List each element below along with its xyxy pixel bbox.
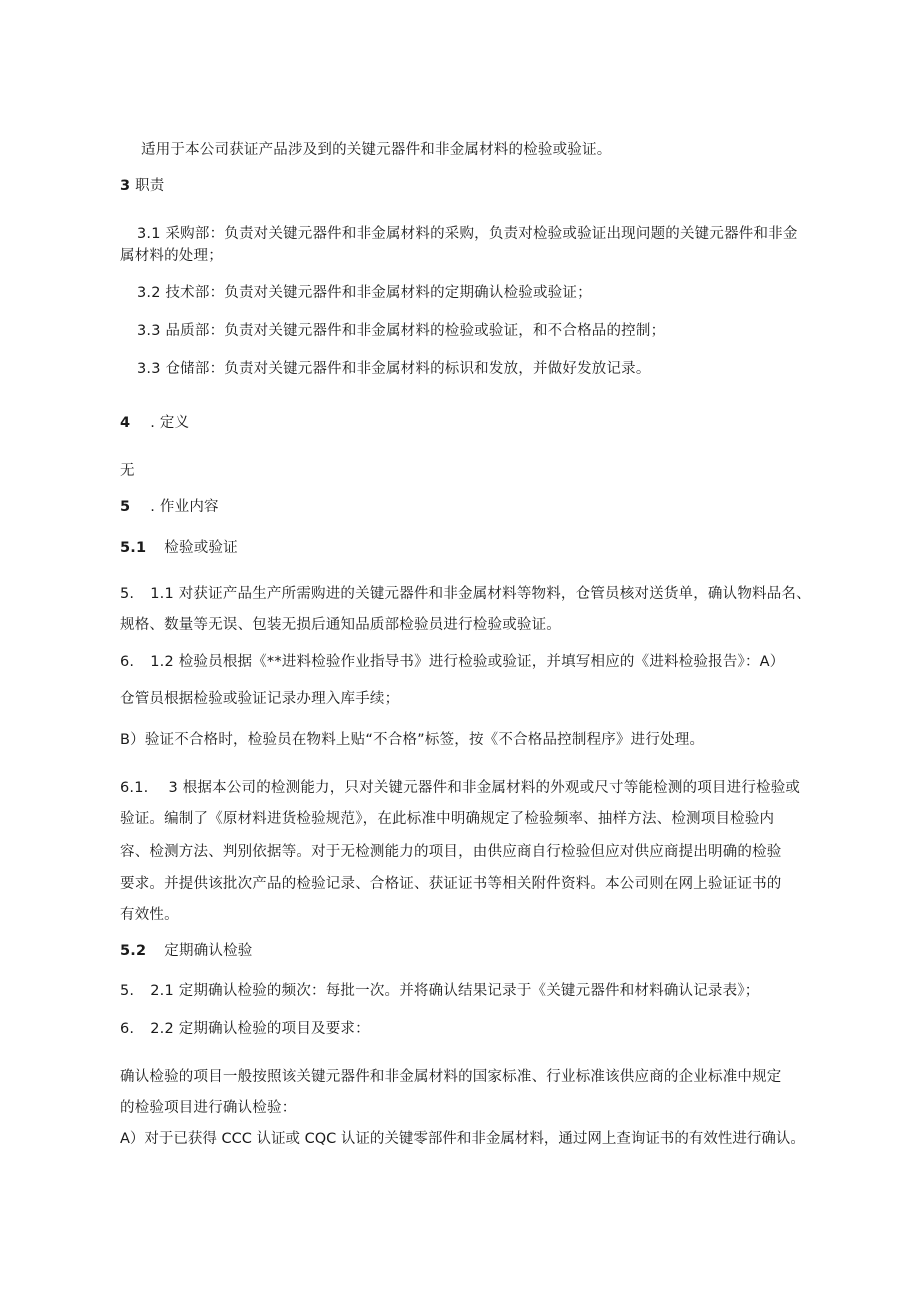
- section-4-heading: [120, 413, 189, 433]
- para-5-1-2-num: 6.: [120, 654, 135, 670]
- para-5-2-2-text: 2.2 定期确认检验的项目及要求：: [150, 1021, 370, 1037]
- item-3-3-warehouse: 3.3 仓储部：负责对关键元器件和非金属材料的标识和发放，并做好发放记录。: [137, 361, 651, 377]
- section-3-title: 职责: [135, 178, 165, 194]
- section-5-1-heading: [120, 538, 238, 558]
- para-5-1-1-num: 5.: [120, 586, 135, 602]
- para-5-2-3-line3: A）对于已获得 CCC 认证或 CQC 认证的关键零部件和非金属材料，通过网上查询证书的有效性进行确认。: [120, 1131, 805, 1147]
- section-3-heading: [120, 176, 165, 196]
- section-5-heading: [120, 497, 219, 517]
- section-4-title: . 定义: [150, 415, 190, 431]
- para-5-2-2-num: 6.: [120, 1021, 135, 1037]
- item-3-1-line1: 3.1 采购部：负责对关键元器件和非金属材料的采购，负责对检验或验证出现问题的关键元器件和非金: [137, 226, 798, 242]
- item-3-3-quality: 3.3 品质部：负责对关键元器件和非金属材料的检验或验证，和不合格品的控制；: [137, 323, 666, 339]
- item-3-2: 3.2 技术部：负责对关键元器件和非金属材料的定期确认检验或验证；: [137, 285, 592, 301]
- section-5-title: . 作业内容: [150, 499, 219, 515]
- para-5-1-3-line3: 容、检测方法、判别依据等。对于无检测能力的项目，由供应商自行检验但应对供应商提出明确的检验: [120, 844, 782, 860]
- section-5-2-title: 定期确认检验: [164, 943, 253, 959]
- para-5-1-3-line4: 要求。并提供该批次产品的检验记录、合格证、获证证书等相关附件资料。本公司则在网上验证证书的: [120, 876, 782, 892]
- section-5-2-number: 5.2: [120, 943, 147, 959]
- section-4-content: 无: [120, 463, 135, 479]
- para-5-1-1-line1: [120, 584, 811, 604]
- item-3-1-line2: 属材料的处理；: [120, 248, 223, 264]
- para-5-2-3-line1: 确认检验的项目一般按照该关键元器件和非金属材料的国家标准、行业标准该供应商的企业标准中规定: [120, 1069, 782, 1085]
- para-5-1-3-line2: 验证。编制了《原材料进货检验规范》，在此标准中明确规定了检验频率、抽样方法、检测项目检验内: [120, 811, 775, 827]
- section-5-1-title: 检验或验证: [164, 540, 238, 556]
- para-5-1-2-line1: [120, 652, 784, 672]
- section-5-2-heading: [120, 941, 253, 961]
- section-4-number: 4: [120, 415, 131, 431]
- para-5-2-1-text: 2.1 定期确认检验的频次：每批一次。并将确认结果记录于《关键元器件和材料确认记录表》；: [150, 983, 760, 999]
- para-5-1-3-text: 3 根据本公司的检测能力，只对关键元器件和非金属材料的外观或尺寸等能检测的项目进行检验或: [168, 780, 801, 796]
- para-5-1-1-line2: 规格、数量等无误、包装无损后通知品质部检验员进行检验或验证。: [120, 617, 561, 633]
- para-5-2-1-num: 5.: [120, 983, 135, 999]
- para-5-2-2: [120, 1019, 370, 1039]
- para-5-1-1-text: 1.1 对获证产品生产所需购进的关键元器件和非金属材料等物料，仓管员核对送货单，确认物料品名、: [150, 586, 811, 602]
- para-5-1-3-num: 6.1.: [120, 780, 149, 796]
- para-5-1-2-text: 1.2 检验员根据《**进料检验作业指导书》进行检验或验证，并填写相应的《进料检验报告》：A）: [150, 654, 785, 670]
- section-5-number: 5: [120, 499, 131, 515]
- para-5-1-3-line1: [120, 778, 800, 798]
- para-5-1-2-line2: 仓管员根据检验或验证记录办理入库手续；: [120, 691, 400, 707]
- section-3-number: 3: [120, 178, 131, 194]
- para-5-2-1: [120, 981, 759, 1001]
- scope-text: 适用于本公司获证产品涉及到的关键元器件和非金属材料的检验或验证。: [141, 142, 612, 158]
- section-5-1-number: 5.1: [120, 540, 147, 556]
- para-5-2-3-line2: 的检验项目进行确认检验：: [120, 1100, 297, 1116]
- para-5-1-3-line5: 有效性。: [120, 907, 179, 923]
- para-5-1-2-line3: B）验证不合格时，检验员在物料上贴“不合格”标签，按《不合格品控制程序》进行处理。: [120, 732, 705, 748]
